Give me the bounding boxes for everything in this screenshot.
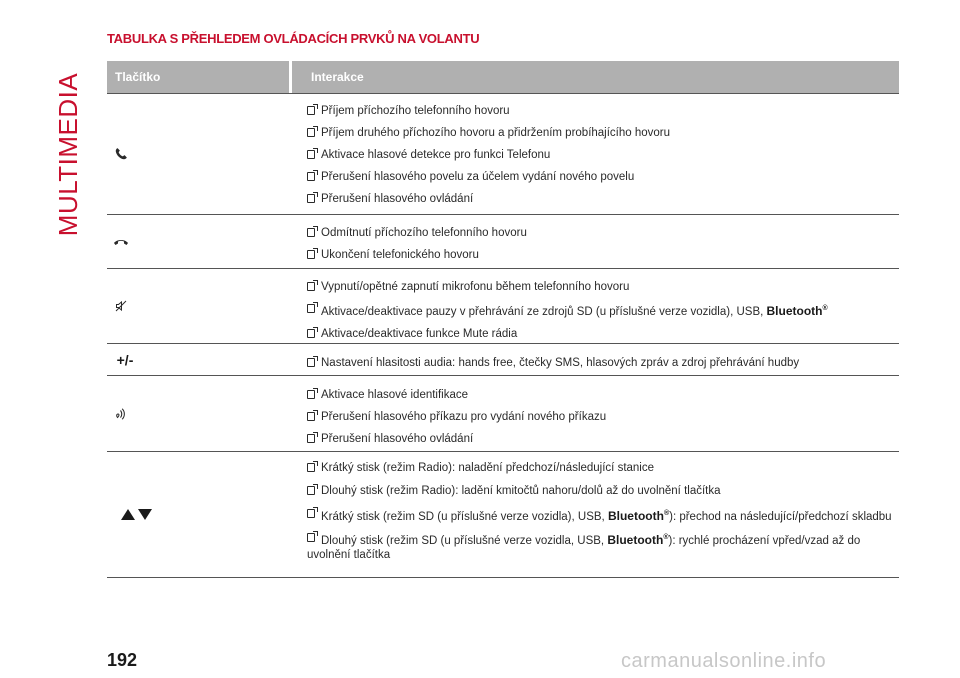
section-label xyxy=(53,30,84,237)
header-button-column: Tlačítko xyxy=(115,70,161,84)
bluetooth-brand: Bluetooth® xyxy=(766,304,828,318)
phone-answer-icon xyxy=(107,147,135,161)
table-row xyxy=(107,343,899,375)
table-row xyxy=(107,375,899,451)
button-cell xyxy=(107,94,307,214)
page-number: 192 xyxy=(107,650,138,670)
list-item: Příjem druhého příchozího hovoru a přidržením probíhajícího hovoru xyxy=(307,126,899,140)
table-row xyxy=(107,451,899,578)
interaction-cell xyxy=(307,376,899,451)
list-item: Aktivace/deaktivace funkce Mute rádia xyxy=(307,327,899,341)
voice-command-icon xyxy=(107,407,135,421)
list-item: Přerušení hlasového povelu za účelem vydání nového povelu xyxy=(307,170,899,184)
watermark: carmanualsonline.info xyxy=(621,650,827,672)
list-item: Přerušení hlasového ovládání xyxy=(307,192,899,206)
list-item: Odmítnutí příchozího telefonního hovoru xyxy=(307,226,899,240)
list-item: Vypnutí/opětné zapnutí mikrofonu během telefonního hovoru xyxy=(307,280,899,294)
list-item: Krátký stisk (režim SD (u příslušné verze vozidla), USB, Bluetooth®): přechod na následující/předchozí skladbu xyxy=(307,507,899,524)
list-item: Přerušení hlasového ovládání xyxy=(307,432,899,446)
button-cell xyxy=(107,452,307,577)
interaction-cell xyxy=(307,269,899,343)
button-cell xyxy=(107,215,307,268)
button-cell xyxy=(107,344,307,375)
bluetooth-brand: Bluetooth® xyxy=(607,509,670,523)
list-item: Dlouhý stisk (režim Radio): ladění kmitočtů nahoru/dolů až do uvolnění tlačítka xyxy=(307,484,899,498)
list-item: Nastavení hlasitosti audia: hands free, čtečky SMS, hlasových zpráv a zdroj přehrávání hudby xyxy=(307,356,899,370)
interaction-cell xyxy=(307,344,899,375)
list-item: Aktivace hlasové detekce pro funkci Telefonu xyxy=(307,148,899,162)
list-item: Aktivace hlasové identifikace xyxy=(307,388,899,402)
button-cell xyxy=(107,269,307,343)
phone-hangup-icon xyxy=(107,237,135,247)
up-down-arrows-icon xyxy=(111,509,161,520)
header-interaction-column: Interakce xyxy=(289,61,364,93)
interaction-cell xyxy=(307,452,899,577)
list-item: Krátký stisk (režim Radio): naladění předchozí/následující stanice xyxy=(307,461,899,475)
list-item: Dlouhý stisk (režim SD (u příslušné verze vozidla, USB, Bluetooth®): rychlé procházení vpřed/vzad až do uvolnění tlačítka xyxy=(307,533,861,561)
section-label-text: MULTIMEDIA xyxy=(53,72,84,237)
table-row xyxy=(107,268,899,343)
list-item: Přerušení hlasového příkazu pro vydání nového příkazu xyxy=(307,410,899,424)
controls-table xyxy=(107,61,899,578)
list-item: Příjem příchozího telefonního hovoru xyxy=(307,104,899,118)
button-cell xyxy=(107,376,307,451)
interaction-cell xyxy=(307,94,899,214)
interaction-cell xyxy=(307,215,899,268)
list-item: Ukončení telefonického hovoru xyxy=(307,248,899,262)
table-header xyxy=(107,61,899,93)
mute-icon xyxy=(107,300,135,312)
page-title: TABULKA S PŘEHLEDEM OVLÁDACÍCH PRVKŮ NA VOLANTU xyxy=(107,31,480,46)
list-item: Aktivace/deaktivace pauzy v přehrávání ze zdrojů SD (u příslušné verze vozidla), USB, Bluetooth® xyxy=(307,302,899,319)
table-row xyxy=(107,93,899,214)
table-row xyxy=(107,214,899,268)
bluetooth-brand: Bluetooth® xyxy=(607,533,669,547)
volume-button-label: +/- xyxy=(116,352,134,368)
